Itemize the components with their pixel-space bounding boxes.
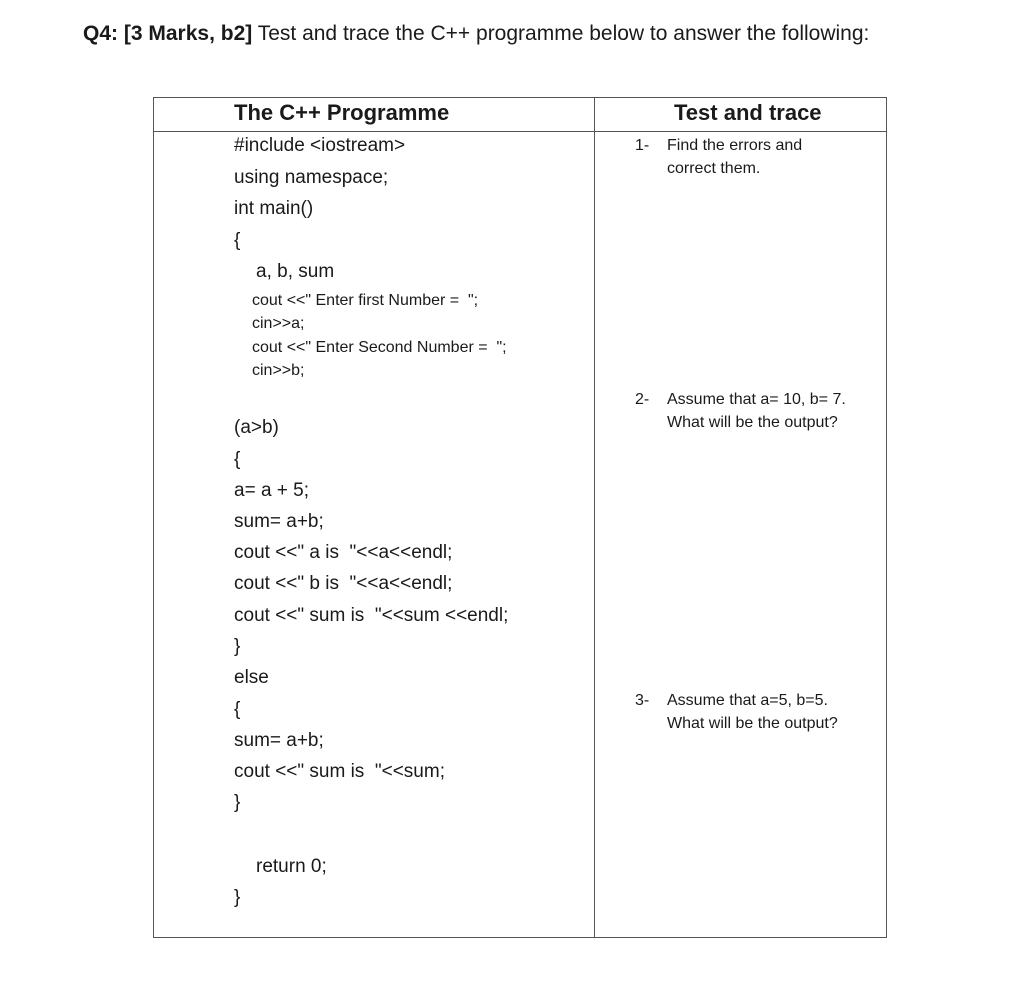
task-2 [635, 388, 846, 434]
header-programme: The C++ Programme [234, 100, 450, 125]
question-label: Q4: [83, 22, 119, 45]
code-line: } [234, 887, 241, 908]
question-heading [83, 22, 869, 46]
code-line: else [234, 667, 269, 688]
code-line: } [234, 636, 241, 657]
code-line: cout <<" sum is "<<sum <<endl; [234, 605, 509, 626]
code-line: { [234, 230, 241, 251]
question-text: Test and trace the C++ programme below to answer the following: [257, 22, 870, 45]
header-test-trace: Test and trace [674, 100, 822, 125]
code-line: (a>b) [234, 417, 279, 438]
code-line: sum= a+b; [234, 511, 324, 532]
code-line: { [234, 699, 241, 720]
code-line: a= a + 5; [234, 480, 310, 501]
task-text: What will be the output? [667, 414, 838, 431]
code-line: using namespace; [234, 167, 389, 188]
code-line: { [234, 449, 241, 470]
code-line: cin>>b; [252, 362, 305, 379]
code-line: return 0; [256, 856, 327, 877]
task-text: Assume that a=5, b=5. [667, 692, 828, 709]
task-text: correct them. [667, 160, 761, 177]
code-line: int main() [234, 198, 314, 219]
question-table [153, 97, 887, 938]
task-text: Find the errors and [667, 137, 803, 154]
code-line: cout <<" sum is "<<sum; [234, 761, 445, 782]
header-divider [154, 131, 886, 132]
code-line: cout <<" a is "<<a<<endl; [234, 542, 453, 563]
task-number: 2- [635, 391, 650, 408]
task-text: Assume that a= 10, b= 7. [667, 391, 846, 408]
task-text: What will be the output? [667, 715, 838, 732]
column-divider [594, 98, 595, 937]
code-line: cout <<" Enter Second Number = "; [252, 339, 507, 356]
code-line: sum= a+b; [234, 730, 324, 751]
task-number: 3- [635, 692, 650, 709]
code-line: } [234, 792, 241, 813]
code-line: a, b, sum [256, 261, 335, 282]
task-3 [635, 689, 838, 735]
code-line: cout <<" b is "<<a<<endl; [234, 573, 453, 594]
task-1 [635, 134, 802, 180]
code-line: cin>>a; [252, 315, 305, 332]
code-line: #include <iostream> [234, 135, 406, 156]
task-number: 1- [635, 137, 650, 154]
question-marks: [3 Marks, b2] [123, 22, 253, 45]
code-line: cout <<" Enter first Number = "; [252, 292, 479, 309]
